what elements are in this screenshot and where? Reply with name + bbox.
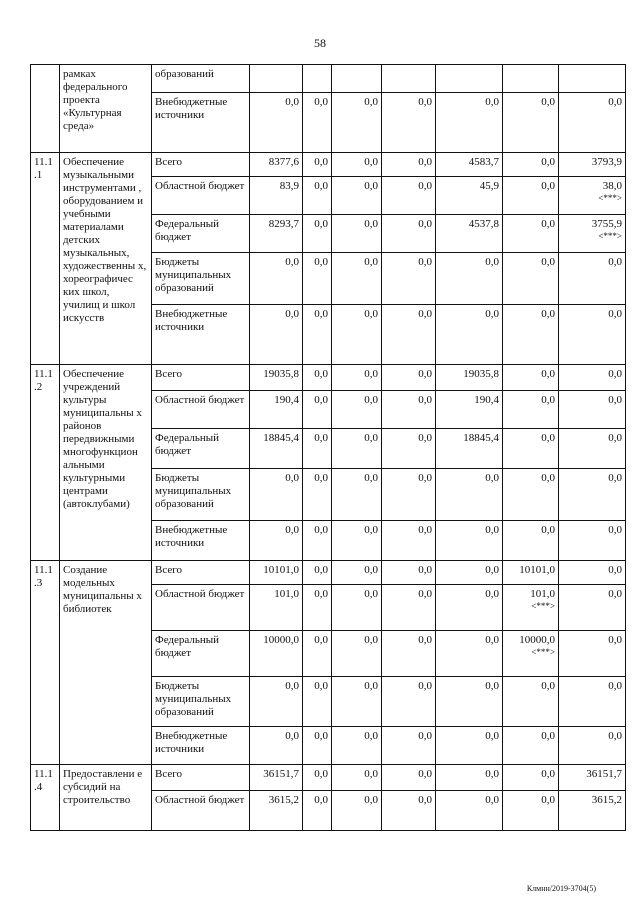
value-text: 8377,6 — [268, 156, 299, 168]
value-cell — [332, 429, 382, 469]
row-number-cell: 11.1 .2 — [31, 365, 60, 561]
value-cell — [382, 305, 436, 365]
value-cell — [559, 253, 626, 305]
value-cell — [382, 177, 436, 215]
value-cell — [559, 305, 626, 365]
value-cell — [250, 521, 303, 561]
value-cell — [559, 677, 626, 727]
value-cell — [332, 177, 382, 215]
value-cell — [382, 153, 436, 177]
value-cell — [436, 365, 503, 391]
funding-source-cell: Бюджеты муниципальных образований — [152, 253, 250, 305]
value-text: 0,0 — [314, 368, 328, 380]
measure-name-cell: Обеспечение музыкальными инструментами , оборудованием и учебными материалами детских музыкальных, художественны х, хореографичес ких школ, училищ и школ искусств — [60, 153, 152, 365]
funding-source-cell: Внебюджетные источники — [152, 305, 250, 365]
value-text: 0,0 — [364, 564, 378, 576]
value-text: 0,0 — [418, 256, 432, 268]
value-text: 0,0 — [418, 768, 432, 780]
value-text: 0,0 — [314, 564, 328, 576]
value-text: 10101,0 — [263, 564, 299, 576]
value-cell — [250, 469, 303, 521]
value-text: 0,0 — [418, 680, 432, 692]
value-text: 0,0 — [541, 308, 555, 320]
value-text: 0,0 — [485, 794, 499, 806]
value-cell — [332, 765, 382, 791]
measure-name-cell: Создание модельных муниципальны х библиотек — [60, 561, 152, 765]
value-cell — [250, 153, 303, 177]
value-text: 0,0 — [285, 524, 299, 536]
value-cell — [503, 765, 559, 791]
value-text: 0,0 — [541, 794, 555, 806]
value-cell — [382, 65, 436, 93]
value-text: 0,0 — [541, 218, 555, 230]
row-number-cell: 11.1 .4 — [31, 765, 60, 831]
value-cell — [559, 469, 626, 521]
value-cell — [436, 469, 503, 521]
funding-source-cell: Областной бюджет — [152, 791, 250, 831]
value-cell — [250, 65, 303, 93]
value-cell — [559, 215, 626, 253]
funding-source-cell: Внебюджетные источники — [152, 93, 250, 153]
value-text: 0,0 — [364, 730, 378, 742]
value-cell — [559, 429, 626, 469]
value-cell — [250, 429, 303, 469]
value-cell — [303, 215, 332, 253]
value-text: 0,0 — [485, 680, 499, 692]
value-text: 10000,0 — [519, 634, 555, 646]
value-cell — [250, 561, 303, 585]
value-text: 0,0 — [364, 308, 378, 320]
value-cell — [332, 391, 382, 429]
value-text: 0,0 — [418, 472, 432, 484]
value-text: 0,0 — [418, 308, 432, 320]
value-cell — [250, 391, 303, 429]
value-text: 0,0 — [314, 432, 328, 444]
value-cell — [503, 585, 559, 631]
value-text: 18845,4 — [463, 432, 499, 444]
funding-source-cell: Внебюджетные источники — [152, 727, 250, 765]
value-cell — [303, 305, 332, 365]
value-cell — [303, 585, 332, 631]
value-cell — [250, 791, 303, 831]
value-text: 36151,7 — [263, 768, 299, 780]
value-cell — [250, 305, 303, 365]
value-text: 0,0 — [314, 394, 328, 406]
value-text: 0,0 — [485, 472, 499, 484]
value-text: 19035,8 — [463, 368, 499, 380]
funding-source-cell: Федеральный бюджет — [152, 215, 250, 253]
value-text: 0,0 — [364, 218, 378, 230]
value-text: 0,0 — [418, 730, 432, 742]
value-cell — [436, 215, 503, 253]
value-cell — [382, 429, 436, 469]
value-cell — [503, 305, 559, 365]
value-cell — [332, 153, 382, 177]
value-cell: 0,0 — [332, 93, 382, 153]
value-cell — [332, 305, 382, 365]
value-cell — [436, 631, 503, 677]
value-text: 0,0 — [608, 680, 622, 692]
table-row — [31, 153, 626, 177]
value-text: 0,0 — [364, 524, 378, 536]
value-cell — [382, 215, 436, 253]
value-text: 0,0 — [418, 156, 432, 168]
document-code: Клмнн/2019-3704(5) — [526, 884, 596, 893]
value-text: 0,0 — [314, 588, 328, 600]
funding-source-cell: Бюджеты муниципальных образований — [152, 677, 250, 727]
value-cell — [436, 585, 503, 631]
value-text: 0,0 — [364, 432, 378, 444]
value-text: 0,0 — [314, 308, 328, 320]
value-cell — [250, 177, 303, 215]
value-text: 0,0 — [364, 180, 378, 192]
value-text: 190,4 — [474, 394, 499, 406]
value-cell — [436, 677, 503, 727]
value-text: 0,0 — [485, 524, 499, 536]
value-text: 0,0 — [418, 432, 432, 444]
value-text: 0,0 — [608, 308, 622, 320]
row-number-cell — [31, 65, 60, 153]
value-cell — [250, 585, 303, 631]
value-text: 36151,7 — [586, 768, 622, 780]
value-text: 0,0 — [608, 368, 622, 380]
value-text: 8293,7 — [268, 218, 299, 230]
value-cell — [503, 521, 559, 561]
value-text: 0,0 — [608, 564, 622, 576]
value-text: 83,9 — [279, 180, 299, 192]
value-text: 0,0 — [541, 368, 555, 380]
value-text: 0,0 — [314, 768, 328, 780]
value-cell — [250, 365, 303, 391]
value-text: 4583,7 — [468, 156, 499, 168]
funding-source-cell: Федеральный бюджет — [152, 429, 250, 469]
funding-source-cell: Всего — [152, 765, 250, 791]
page-number: 58 — [314, 36, 326, 50]
value-text: 101,0 — [274, 588, 299, 600]
value-text: 0,0 — [418, 588, 432, 600]
funding-source-cell: Областной бюджет — [152, 177, 250, 215]
value-cell — [436, 561, 503, 585]
value-cell — [559, 391, 626, 429]
value-cell — [559, 65, 626, 93]
value-text: 0,0 — [314, 156, 328, 168]
value-text: 0,0 — [314, 472, 328, 484]
value-text: 0,0 — [314, 180, 328, 192]
value-text: 3615,2 — [268, 794, 299, 806]
value-text: 0,0 — [364, 588, 378, 600]
value-cell — [382, 727, 436, 765]
value-cell — [503, 177, 559, 215]
value-cell — [503, 215, 559, 253]
value-cell — [382, 765, 436, 791]
value-text: 0,0 — [418, 368, 432, 380]
value-text: 18845,4 — [263, 432, 299, 444]
table-row — [31, 561, 626, 585]
value-cell: 0,0 — [303, 93, 332, 153]
value-text: 0,0 — [485, 730, 499, 742]
value-cell: 0,0 — [382, 93, 436, 153]
value-text: 0,0 — [541, 472, 555, 484]
value-cell — [559, 765, 626, 791]
value-cell — [332, 65, 382, 93]
value-text: 0,0 — [364, 472, 378, 484]
value-cell — [303, 631, 332, 677]
value-cell — [382, 521, 436, 561]
value-text: 0,0 — [364, 256, 378, 268]
value-cell: 0,0 — [559, 93, 626, 153]
measure-name-cell: Предоставлени е субсидий на строительство — [60, 765, 152, 831]
value-cell — [332, 631, 382, 677]
value-cell — [332, 677, 382, 727]
value-text: 45,9 — [479, 180, 499, 192]
value-cell — [503, 65, 559, 93]
funding-source-cell: Бюджеты муниципальных образований — [152, 469, 250, 521]
value-cell — [382, 469, 436, 521]
value-cell — [436, 177, 503, 215]
value-text: 0,0 — [541, 730, 555, 742]
value-cell — [250, 727, 303, 765]
value-cell — [436, 791, 503, 831]
value-cell — [332, 253, 382, 305]
value-text: 0,0 — [314, 730, 328, 742]
value-text: 0,0 — [285, 730, 299, 742]
measure-name-cell: Обеспечение учреждений культуры муниципальны х районов передвижными многофункцион альными культурными центрами (автоклубами) — [60, 365, 152, 561]
value-text: 0,0 — [608, 472, 622, 484]
value-cell — [436, 521, 503, 561]
funding-source-cell: образований — [152, 65, 250, 93]
value-cell — [503, 791, 559, 831]
value-text: 0,0 — [314, 218, 328, 230]
footnote-mark: <***> — [531, 601, 555, 611]
value-text: 0,0 — [608, 588, 622, 600]
value-cell — [503, 253, 559, 305]
value-cell: 0,0 — [250, 93, 303, 153]
value-cell — [382, 391, 436, 429]
value-cell — [303, 429, 332, 469]
funding-source-cell: Всего — [152, 365, 250, 391]
value-cell — [303, 727, 332, 765]
footnote-mark: <***> — [598, 193, 622, 203]
value-cell — [559, 727, 626, 765]
footnote-mark: <***> — [531, 647, 555, 657]
table-row — [31, 365, 626, 391]
value-text: 0,0 — [608, 256, 622, 268]
value-text: 0,0 — [485, 588, 499, 600]
value-text: 0,0 — [314, 794, 328, 806]
value-cell — [436, 305, 503, 365]
value-text: 10000,0 — [263, 634, 299, 646]
value-cell — [332, 469, 382, 521]
value-cell — [303, 177, 332, 215]
value-text: 0,0 — [285, 680, 299, 692]
value-cell — [250, 765, 303, 791]
value-text: 0,0 — [541, 256, 555, 268]
value-cell — [436, 429, 503, 469]
value-text: 0,0 — [314, 680, 328, 692]
value-cell — [503, 561, 559, 585]
value-text: 0,0 — [285, 308, 299, 320]
value-cell — [303, 153, 332, 177]
value-text: 0,0 — [541, 180, 555, 192]
value-cell — [382, 631, 436, 677]
funding-source-cell: Областной бюджет — [152, 585, 250, 631]
value-cell — [559, 177, 626, 215]
value-cell — [332, 585, 382, 631]
value-text: 0,0 — [485, 768, 499, 780]
value-text: 0,0 — [485, 634, 499, 646]
value-text: 0,0 — [364, 794, 378, 806]
value-cell — [332, 561, 382, 585]
row-number-cell: 11.1 .3 — [31, 561, 60, 765]
value-cell — [559, 561, 626, 585]
measure-name-cell: рамках федерального проекта «Культурная среда» — [60, 65, 152, 153]
value-cell — [303, 65, 332, 93]
value-text: 0,0 — [364, 368, 378, 380]
value-cell — [559, 153, 626, 177]
value-text: 0,0 — [541, 680, 555, 692]
value-cell — [332, 521, 382, 561]
value-cell — [503, 153, 559, 177]
value-cell — [332, 791, 382, 831]
value-cell — [250, 215, 303, 253]
funding-source-cell: Областной бюджет — [152, 391, 250, 429]
value-cell — [503, 677, 559, 727]
table-row — [31, 765, 626, 791]
value-cell — [559, 631, 626, 677]
value-text: 0,0 — [541, 768, 555, 780]
value-text: 0,0 — [608, 730, 622, 742]
value-text: 0,0 — [541, 524, 555, 536]
value-text: 38,0 — [602, 180, 622, 192]
budget-table — [30, 64, 626, 831]
value-cell — [436, 727, 503, 765]
value-cell: 0,0 — [436, 93, 503, 153]
value-text: 0,0 — [418, 394, 432, 406]
value-text: 0,0 — [418, 794, 432, 806]
value-text: 0,0 — [418, 524, 432, 536]
value-text: 0,0 — [285, 472, 299, 484]
table-row — [31, 65, 626, 93]
value-text: 3755,9 — [591, 218, 622, 230]
value-cell — [559, 791, 626, 831]
value-cell — [436, 765, 503, 791]
value-cell — [303, 561, 332, 585]
value-text: 101,0 — [530, 588, 555, 600]
value-cell — [436, 65, 503, 93]
value-cell — [303, 365, 332, 391]
value-cell — [559, 365, 626, 391]
value-cell — [250, 631, 303, 677]
footnote-mark: <***> — [598, 231, 622, 241]
funding-source-cell: Всего — [152, 561, 250, 585]
value-cell — [503, 429, 559, 469]
funding-source-cell: Всего — [152, 153, 250, 177]
value-text: 0,0 — [485, 256, 499, 268]
value-text: 190,4 — [274, 394, 299, 406]
value-text: 0,0 — [485, 564, 499, 576]
value-text: 4537,8 — [468, 218, 499, 230]
value-cell — [303, 469, 332, 521]
value-text: 0,0 — [541, 432, 555, 444]
value-text: 0,0 — [314, 256, 328, 268]
value-text: 0,0 — [364, 394, 378, 406]
value-text: 0,0 — [314, 634, 328, 646]
value-cell — [332, 365, 382, 391]
value-text: 0,0 — [364, 156, 378, 168]
value-cell — [382, 585, 436, 631]
value-cell — [559, 585, 626, 631]
value-cell — [382, 677, 436, 727]
value-text: 0,0 — [608, 394, 622, 406]
value-cell: 0,0 — [503, 93, 559, 153]
value-cell — [436, 391, 503, 429]
value-cell — [503, 365, 559, 391]
value-cell — [250, 677, 303, 727]
value-cell — [303, 765, 332, 791]
value-cell — [503, 391, 559, 429]
row-number-cell: 11.1 .1 — [31, 153, 60, 365]
value-cell — [382, 365, 436, 391]
value-cell — [303, 391, 332, 429]
value-cell — [503, 469, 559, 521]
value-text: 0,0 — [541, 394, 555, 406]
value-cell — [436, 153, 503, 177]
value-cell — [332, 727, 382, 765]
value-cell — [332, 215, 382, 253]
value-text: 0,0 — [608, 634, 622, 646]
value-cell — [303, 677, 332, 727]
value-text: 0,0 — [541, 156, 555, 168]
value-text: 3615,2 — [591, 794, 622, 806]
value-text: 0,0 — [608, 432, 622, 444]
value-text: 0,0 — [485, 308, 499, 320]
value-cell — [303, 791, 332, 831]
value-text: 0,0 — [418, 634, 432, 646]
funding-source-cell: Федеральный бюджет — [152, 631, 250, 677]
value-text: 0,0 — [285, 256, 299, 268]
value-text: 0,0 — [314, 524, 328, 536]
value-text: 3793,9 — [591, 156, 622, 168]
value-cell — [436, 253, 503, 305]
value-text: 0,0 — [364, 634, 378, 646]
value-text: 0,0 — [608, 524, 622, 536]
value-cell — [503, 727, 559, 765]
value-text: 0,0 — [364, 768, 378, 780]
value-cell — [503, 631, 559, 677]
value-cell — [303, 253, 332, 305]
value-text: 0,0 — [418, 564, 432, 576]
value-cell — [382, 791, 436, 831]
value-text: 0,0 — [364, 680, 378, 692]
funding-source-cell: Внебюджетные источники — [152, 521, 250, 561]
value-cell — [303, 521, 332, 561]
value-cell — [382, 561, 436, 585]
value-cell — [559, 521, 626, 561]
value-cell — [250, 253, 303, 305]
value-text: 10101,0 — [519, 564, 555, 576]
value-cell — [382, 253, 436, 305]
value-text: 0,0 — [418, 218, 432, 230]
value-text: 19035,8 — [263, 368, 299, 380]
value-text: 0,0 — [418, 180, 432, 192]
